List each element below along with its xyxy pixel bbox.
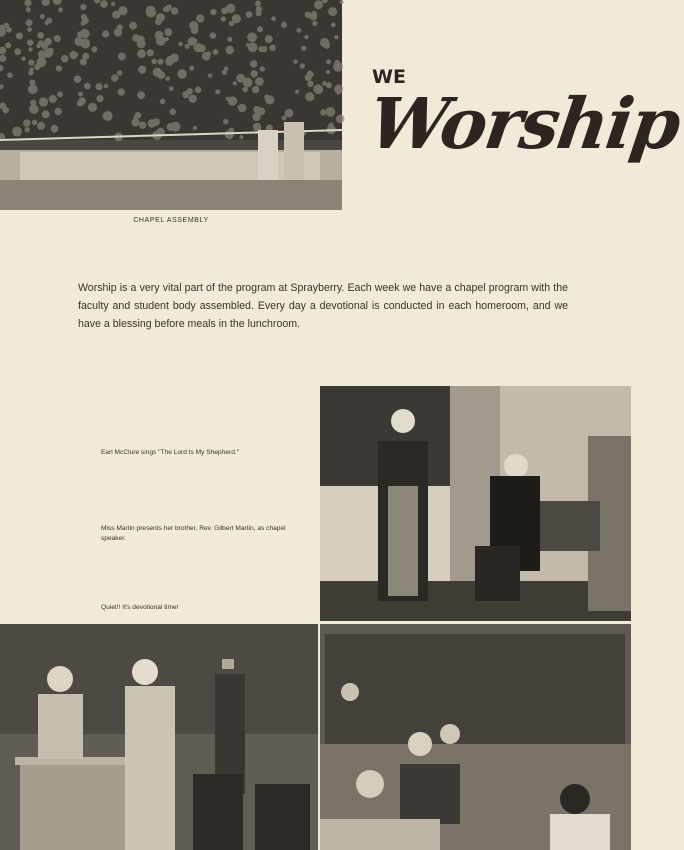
crowd-figure	[169, 86, 174, 91]
crowd-figure	[251, 70, 258, 77]
crowd-figure	[282, 116, 287, 121]
crowd-figure	[12, 127, 22, 137]
crowd-figure	[27, 39, 34, 46]
crowd-figure	[131, 118, 139, 126]
crowd-figure	[40, 14, 45, 19]
crowd-figure	[328, 122, 333, 127]
crowd-figure	[305, 92, 314, 101]
crowd-figure	[111, 74, 118, 81]
crowd-figure	[196, 14, 204, 22]
crowd-figure	[246, 11, 253, 18]
crowd-figure	[293, 60, 298, 65]
crowd-figure	[193, 126, 197, 130]
crowd-figure	[252, 86, 259, 93]
crowd-figure	[320, 38, 329, 47]
crowd-figure	[42, 110, 50, 118]
crowd-figure	[281, 22, 287, 28]
crowd-figure	[30, 67, 34, 71]
crowd-figure	[210, 32, 217, 39]
crowd-figure	[132, 34, 140, 42]
crowd-figure	[117, 70, 122, 75]
crowd-figure	[138, 66, 146, 74]
chapel-assembly-caption: CHAPEL ASSEMBLY	[133, 217, 209, 224]
chapel-assembly-photo	[0, 0, 342, 210]
crowd-figure	[49, 95, 57, 103]
crowd-figure	[165, 76, 170, 81]
crowd-figure	[239, 135, 243, 139]
crowd-figure	[213, 49, 219, 55]
crowd-figure	[304, 35, 308, 39]
crowd-figure	[7, 72, 13, 78]
devotional-caption: Quiet!! It's devotional time!	[101, 604, 179, 611]
crowd-figure	[21, 56, 26, 61]
crowd-figure	[238, 104, 246, 112]
crowd-figure	[74, 75, 82, 83]
crowd-figure	[96, 83, 103, 90]
crowd-figure	[157, 71, 165, 79]
crowd-figure	[182, 91, 189, 98]
crowd-figure	[155, 119, 160, 124]
crowd-figure	[103, 111, 113, 121]
crowd-figure	[210, 9, 216, 15]
crowd-figure	[260, 66, 265, 71]
crowd-figure	[185, 44, 190, 49]
crowd-figure	[28, 47, 32, 51]
crowd-figure	[34, 64, 40, 70]
crowd-figure	[5, 42, 11, 48]
crowd-figure	[56, 65, 62, 71]
crowd-figure	[77, 31, 83, 37]
crowd-figure	[226, 4, 235, 13]
crowd-figure	[312, 21, 317, 26]
crowd-figure	[265, 95, 274, 104]
crowd-figure	[258, 46, 264, 52]
crowd-figure	[28, 60, 34, 66]
crowd-figure	[253, 123, 261, 131]
crowd-figure	[148, 119, 156, 127]
crowd-figure	[38, 40, 45, 47]
crowd-figure	[16, 32, 23, 39]
crowd-figure	[104, 84, 108, 88]
classroom-devotional-photo	[320, 624, 631, 850]
crowd-figure	[129, 22, 137, 30]
crowd-figure	[85, 84, 90, 89]
crowd-figure	[242, 87, 248, 93]
crowd-figure	[257, 26, 263, 32]
crowd-figure	[227, 37, 232, 42]
crowd-figure	[326, 59, 331, 64]
crowd-figure	[334, 35, 338, 39]
crowd-figure	[137, 91, 145, 99]
crowd-figure	[111, 2, 115, 6]
heading-we: WE	[372, 66, 406, 88]
crowd-figure	[88, 103, 97, 112]
crowd-figure	[26, 19, 33, 26]
speaker-caption: Miss Martin presents her brother, Rev. Gilbert Martin, as chapel speaker.	[101, 525, 286, 542]
classroom-graphic	[320, 624, 631, 850]
crowd-figure	[37, 32, 44, 39]
crowd-figure	[32, 120, 37, 125]
singer-pianist-graphic	[320, 386, 631, 621]
crowd-figure	[96, 95, 103, 102]
crowd-figure	[305, 74, 312, 81]
crowd-figure	[171, 7, 179, 15]
crowd-figure	[178, 42, 182, 46]
crowd-figure	[80, 4, 86, 10]
crowd-figure	[118, 53, 126, 61]
crowd-figure	[78, 97, 86, 105]
crowd-figure	[55, 108, 62, 115]
crowd-figure	[14, 48, 21, 55]
crowd-figure	[57, 92, 63, 98]
crowd-figure	[112, 11, 120, 19]
crowd-figure	[313, 84, 323, 94]
crowd-figure	[228, 96, 237, 105]
crowd-figure	[46, 18, 52, 24]
crowd-figure	[322, 81, 327, 86]
crowd-figure	[117, 24, 123, 30]
crowd-figure	[169, 109, 176, 116]
crowd-figure	[309, 12, 317, 20]
crowd-figure	[164, 28, 172, 36]
crowd-figure	[39, 97, 48, 106]
crowd-figure	[326, 70, 330, 74]
crowd-figure	[177, 69, 187, 79]
crowd-figure	[233, 81, 237, 85]
crowd-figure	[78, 92, 83, 97]
crowd-figure	[157, 59, 163, 65]
crowd-figure	[81, 39, 91, 49]
crowd-figure	[232, 14, 241, 23]
body-paragraph: Worship is a very vital part of the program at Sprayberry. Each week we have a chapel program with the faculty and student body assembled. Every day a devotional is conducted in each homeroom, and we have a blessing before meals in the lunchroom.	[78, 282, 568, 330]
crowd-figure	[82, 17, 89, 24]
crowd-figure	[26, 7, 31, 12]
crowd-figure	[163, 7, 168, 12]
crowd-figure	[189, 95, 197, 103]
crowd-figure	[29, 104, 39, 114]
crowd-figure	[61, 55, 68, 62]
crowd-figure	[189, 66, 194, 71]
crowd-figure	[333, 62, 343, 72]
crowd-figure	[223, 119, 228, 124]
crowd-figure	[3, 109, 7, 113]
crowd-figure	[336, 90, 341, 95]
crowd-figure	[170, 54, 179, 63]
crowd-figure	[23, 119, 31, 127]
speakers-podium-photo	[0, 624, 318, 850]
crowd-figure	[247, 32, 257, 42]
crowd-figure	[82, 53, 89, 60]
crowd-figure	[301, 46, 306, 51]
crowd-figure	[206, 52, 211, 57]
crowd-figure	[135, 112, 142, 119]
crowd-figure	[147, 49, 154, 56]
crowd-figure	[171, 122, 181, 132]
crowd-figure	[328, 7, 337, 16]
crowd-figure	[48, 48, 54, 54]
speakers-podium-graphic	[0, 624, 318, 850]
crowd-figure	[51, 125, 59, 133]
crowd-figure	[155, 19, 162, 26]
crowd-figure	[326, 107, 336, 117]
crowd-figure	[269, 45, 275, 51]
crowd-figure	[208, 73, 212, 77]
crowd-figure	[37, 122, 45, 130]
crowd-figure	[189, 21, 198, 30]
crowd-figure	[151, 59, 157, 65]
crowd-figure	[195, 87, 202, 94]
crowd-figure	[100, 0, 108, 8]
crowd-figure	[250, 60, 257, 67]
crowd-figure	[118, 88, 125, 95]
crowd-figure	[297, 28, 302, 33]
crowd-figure	[265, 35, 273, 43]
heading-worship: Worship	[364, 82, 684, 165]
crowd-figure	[102, 30, 109, 37]
crowd-figure	[226, 46, 234, 54]
singer-pianist-photo	[320, 386, 631, 621]
crowd-figure	[192, 38, 197, 43]
crowd-figure	[75, 39, 81, 45]
crowd-figure	[137, 49, 146, 58]
crowd-figure	[336, 115, 345, 124]
crowd-figure	[229, 128, 234, 133]
crowd-figure	[295, 90, 299, 94]
crowd-figure	[236, 74, 245, 83]
crowd-figure	[339, 0, 343, 4]
crowd-figure	[25, 127, 30, 132]
singer-caption: Earl McClure sings "The Lord Is My Shepherd."	[101, 449, 240, 456]
crowd-figure	[54, 35, 61, 42]
crowd-figure	[222, 70, 227, 75]
crowd-figure	[256, 10, 262, 16]
crowd-figure	[271, 16, 276, 21]
crowd-figure	[58, 7, 63, 12]
crowd-figure	[246, 43, 250, 47]
crowd-figure	[331, 23, 336, 28]
crowd-figure	[28, 84, 38, 94]
crowd-figure	[215, 89, 220, 94]
crowd-figure	[300, 63, 305, 68]
crowd-figure	[307, 81, 313, 87]
crowd-figure	[255, 77, 264, 86]
crowd-figure	[285, 109, 294, 118]
crowd-figure	[27, 27, 32, 32]
crowd-figure	[255, 1, 261, 7]
crowd-figure	[74, 53, 78, 57]
crowd-figure	[6, 27, 12, 33]
crowd-figure	[257, 107, 265, 115]
crowd-figure	[156, 36, 166, 46]
chapel-crowd-graphic	[0, 0, 342, 210]
crowd-figure	[146, 6, 156, 16]
crowd-figure	[221, 16, 226, 21]
crowd-figure	[91, 46, 97, 52]
crowd-figure	[139, 122, 146, 129]
crowd-figure	[160, 99, 166, 105]
crowd-figure	[44, 38, 52, 46]
crowd-figure	[314, 0, 323, 9]
crowd-figure	[165, 37, 169, 41]
crowd-figure	[194, 43, 203, 52]
